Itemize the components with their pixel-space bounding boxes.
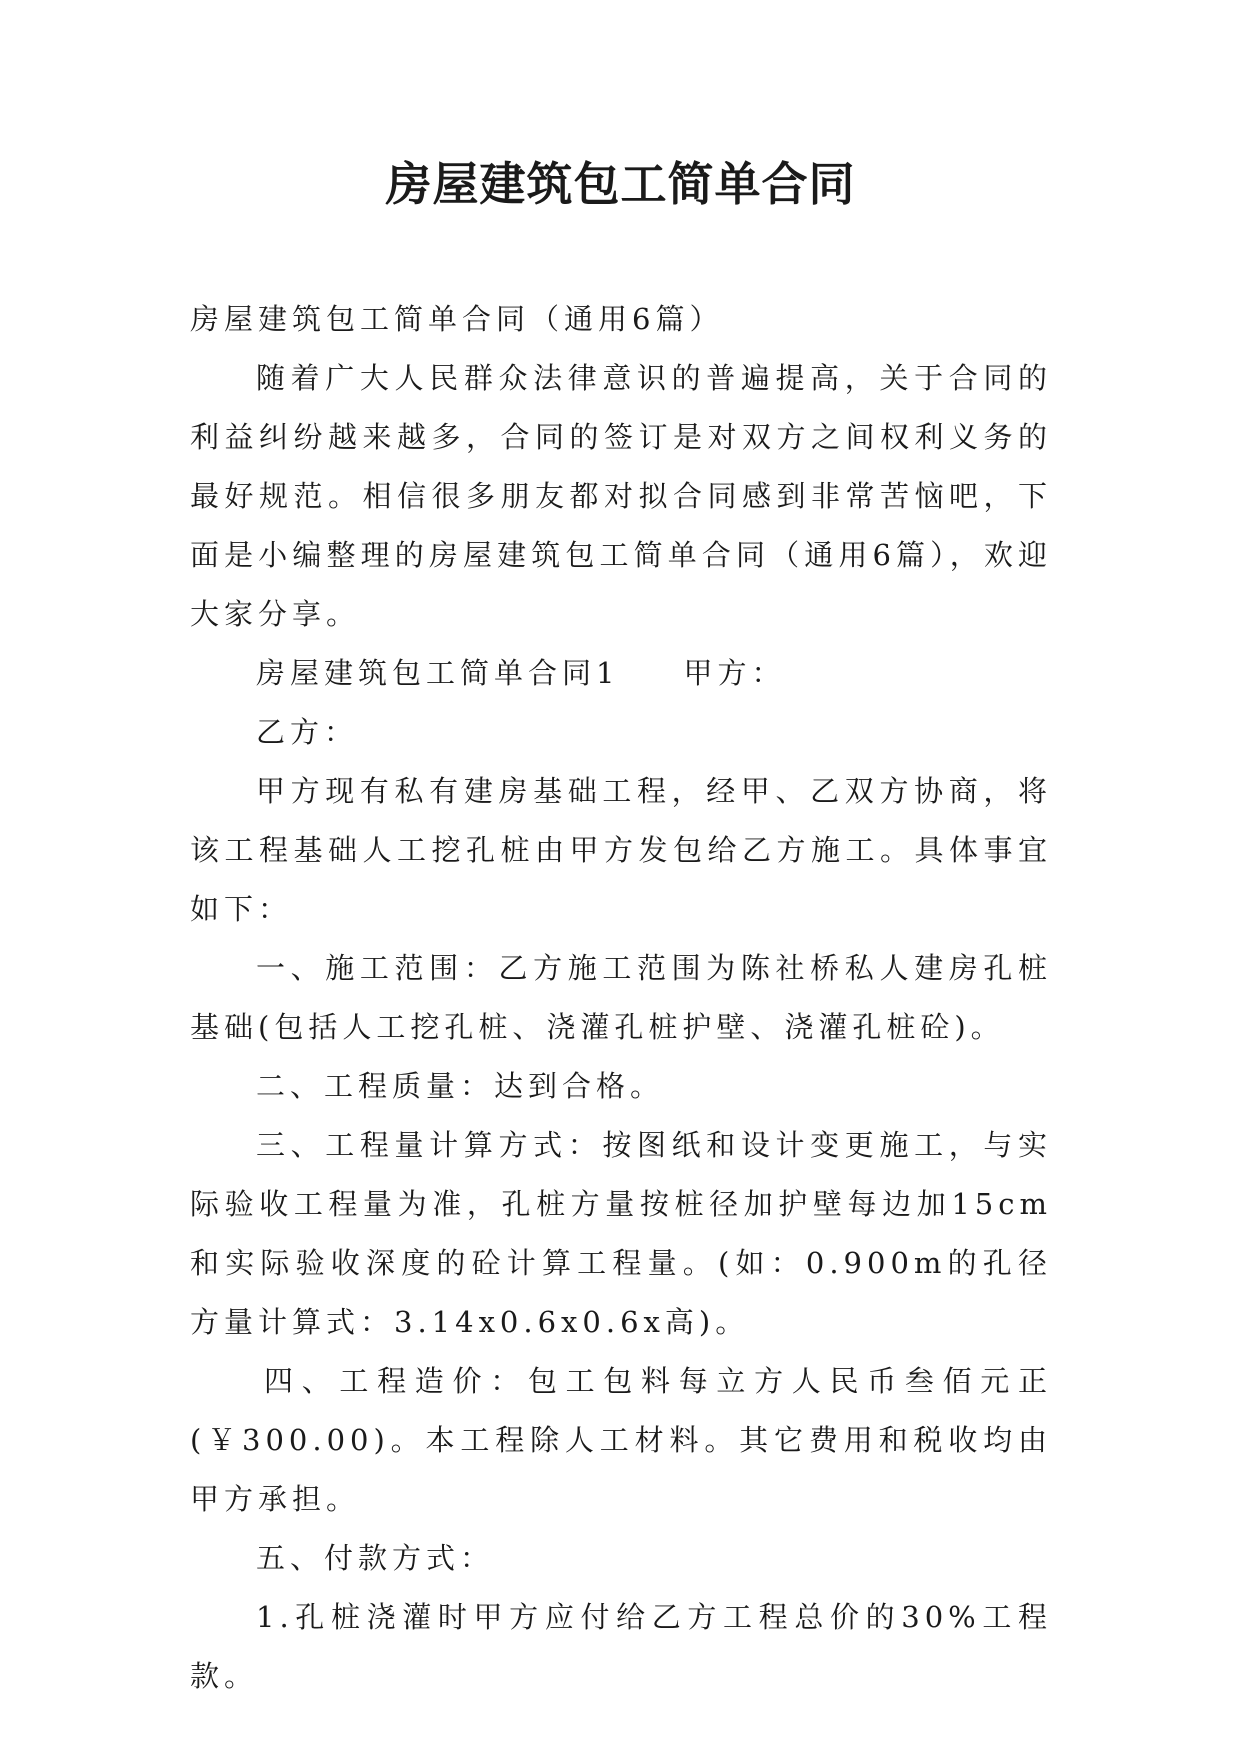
document-subtitle: 房屋建筑包工简单合同（通用6篇） (190, 302, 724, 336)
payment-item-1: 1.孔桩浇灌时甲方应付给乙方工程总价的30%工程款。 (190, 1600, 1052, 1693)
party-b-label: 乙方： (256, 715, 359, 749)
clause-quality: 二、工程质量：达到合格。 (256, 1069, 665, 1103)
clause-price: 四、工程造价：包工包料每立方人民币叁佰元正(￥300.00)。本工程除人工材料。其它费用和税收均由甲方承担。 (190, 1364, 1052, 1516)
preamble-paragraph: 甲方现有私有建房基础工程，经甲、乙双方协商，将该工程基础人工挖孔桩由甲方发包给乙方施工。具体事宜如下： (190, 774, 1052, 926)
intro-paragraph: 随着广大人民群众法律意识的普遍提高，关于合同的利益纠纷越来越多，合同的签订是对双方之间权利义务的最好规范。相信很多朋友都对拟合同感到非常苦恼吧，下面是小编整理的房屋建筑包工简单合同（通用6篇），欢迎大家分享。 (190, 361, 1052, 631)
clause-payment: 五、付款方式： (256, 1541, 495, 1575)
document-title: 房屋建筑包工简单合同 (385, 157, 856, 211)
contract-heading: 房屋建筑包工简单合同1 (256, 656, 620, 690)
party-a-label: 甲方： (683, 656, 786, 690)
document-body (190, 290, 1052, 1706)
clause-scope: 一、施工范围：乙方施工范围为陈社桥私人建房孔桩基础(包括人工挖孔桩、浇灌孔桩护壁、浇灌孔桩砼)。 (190, 951, 1052, 1044)
contract-heading-line (190, 644, 1052, 703)
clause-quantity: 三、工程量计算方式：按图纸和设计变更施工，与实际验收工程量为准，孔桩方量按桩径加护壁每边加15cm和实际验收深度的砼计算工程量。(如：0.900m的孔径方量计算式：3.14x0.6x0.6x高)。 (190, 1128, 1052, 1339)
